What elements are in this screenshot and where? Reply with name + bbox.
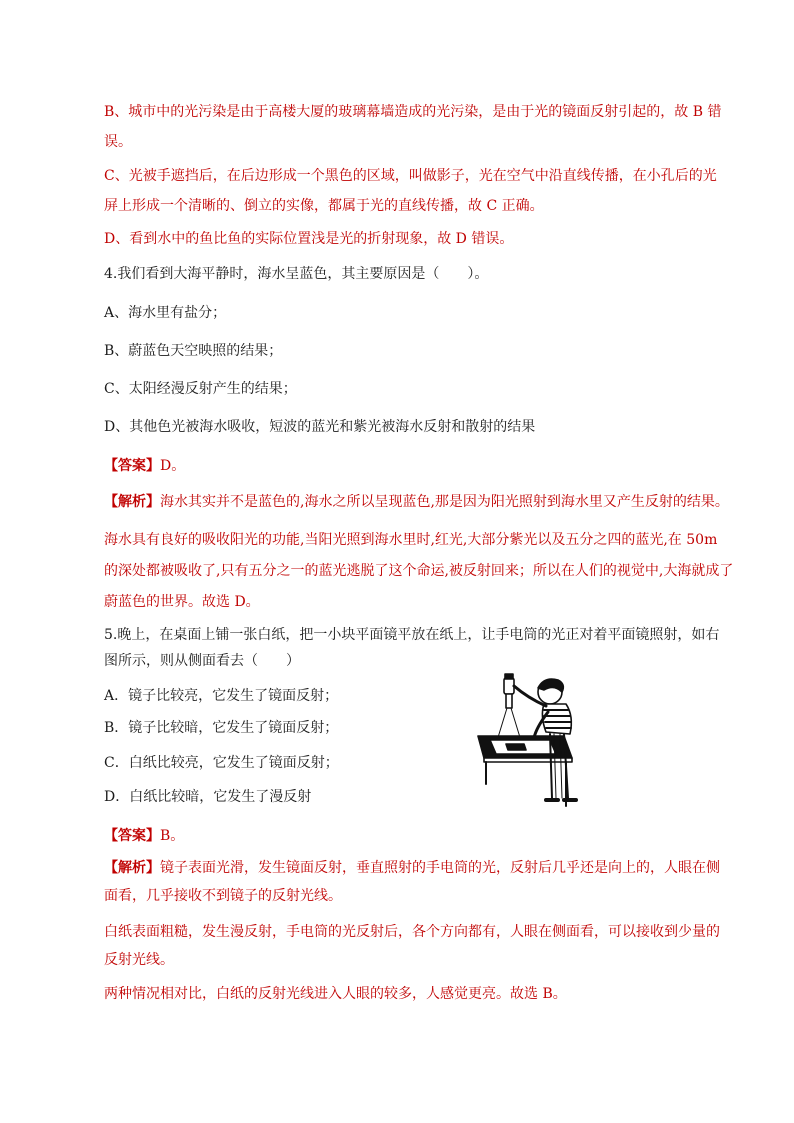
q4-option-b: B、蔚蓝色天空映照的结果；: [104, 343, 283, 359]
q5-stem-line2: 图所示，则从侧面看去（ ）: [104, 653, 300, 669]
answer-value: B。: [160, 828, 185, 844]
boy-flashlight-mirror-figure: [474, 672, 608, 810]
q5-option-d: D．白纸比较暗，它发生了漫反射: [104, 789, 312, 805]
q4-stem: 4.我们看到大海平静时，海水呈蓝色，其主要原因是（ ）。: [104, 266, 489, 282]
q4-option-d: D、其他色光被海水吸收，短波的蓝光和紫光被海水反射和散射的结果: [104, 419, 536, 435]
analysis-text: 镜子表面光滑，发生镜面反射，垂直照射的手电筒的光，反射后几乎还是向上的，人眼在侧: [160, 860, 720, 876]
q5-analysis-line4: 反射光线。: [104, 952, 174, 968]
analysis-text: 海水其实并不是蓝色的,海水之所以呈现蓝色,那是因为阳光照射到海水里又产生反射的结果。: [160, 494, 729, 510]
answer-tag: 【答案】: [104, 828, 160, 844]
q5-analysis-line2: 面看，几乎接收不到镜子的反射光线。: [104, 888, 342, 904]
q5-option-b: B．镜子比较暗，它发生了镜面反射；: [104, 720, 339, 736]
option-d-explanation: D、看到水中的鱼比鱼的实际位置浅是光的折射现象，故 D 错误。: [104, 231, 514, 247]
option-b-explanation-line1: B、城市中的光污染是由于高楼大厦的玻璃幕墙造成的光污染，是由于光的镜面反射引起的，故 B 错: [104, 104, 722, 120]
q5-stem-line1: 5.晚上，在桌面上铺一张白纸，把一小块平面镜平放在纸上，让手电筒的光正对着平面镜照射，如右: [104, 627, 720, 643]
q5-analysis-line3: 白纸表面粗糙，发生漫反射，手电筒的光反射后，各个方向都有，人眼在侧面看，可以接收到少量的: [104, 924, 720, 940]
answer-value: D。: [160, 458, 186, 474]
q5-answer: [104, 826, 184, 846]
q5-analysis-line5: 两种情况相对比，白纸的反射光线进入人眼的较多，人感觉更亮。故选 B。: [104, 986, 567, 1002]
q4-analysis-line2: 海水具有良好的吸收阳光的功能,当阳光照到海水里时,红光,大部分紫光以及五分之四的蓝光,在 50m: [104, 532, 718, 548]
q4-option-a: A、海水里有盐分；: [104, 305, 227, 321]
q4-answer: [104, 456, 185, 476]
q4-analysis-line1: [104, 492, 729, 512]
option-c-explanation-line1: C、光被手遮挡后，在后边形成一个黑色的区域，叫做影子，光在空气中沿直线传播，在小孔后的光: [104, 168, 717, 184]
q4-analysis-line4: 蔚蓝色的世界。故选 D。: [104, 594, 260, 610]
q5-analysis-line1: [104, 858, 720, 878]
q4-option-c: C、太阳经漫反射产生的结果；: [104, 381, 297, 397]
q5-option-a: A．镜子比较亮，它发生了镜面反射；: [104, 688, 339, 704]
option-c-explanation-line2: 屏上形成一个清晰的、倒立的实像，都属于光的直线传播，故 C 正确。: [104, 198, 544, 214]
analysis-tag: 【解析】: [104, 494, 160, 510]
analysis-tag: 【解析】: [104, 860, 160, 876]
answer-tag: 【答案】: [104, 458, 160, 474]
q4-analysis-line3: 的深处都被吸收了,只有五分之一的蓝光逃脱了这个命运,被反射回来；所以在人们的视觉中,大海就成了: [104, 563, 734, 579]
option-b-explanation-line2: 误。: [104, 134, 132, 150]
q5-option-c: C．白纸比较亮，它发生了镜面反射；: [104, 755, 339, 771]
